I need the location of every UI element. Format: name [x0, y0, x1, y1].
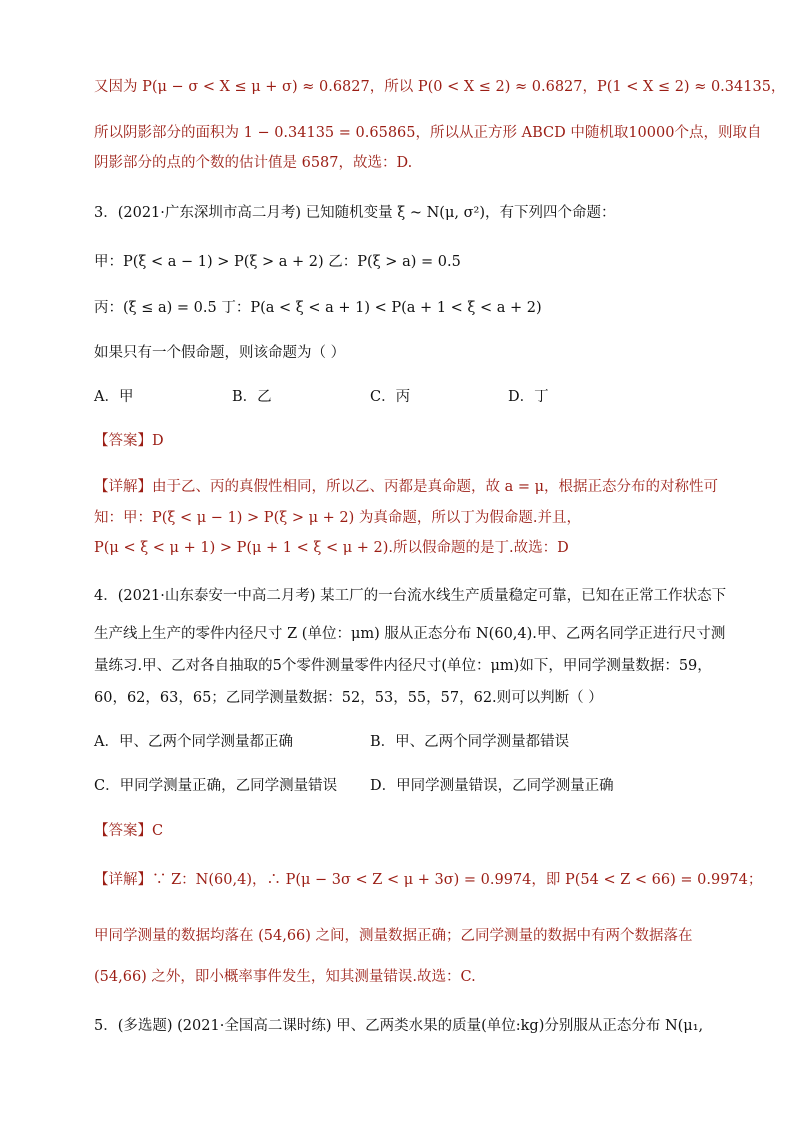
- question-4-stem: 量练习.甲、乙对各自抽取的5个零件测量零件内径尺寸(单位：μm)如下，甲同学测量数据：59，: [94, 658, 712, 674]
- explanation-line: (54,66) 之外，即小概率事件发生，知其测量错误.故选：C.: [94, 969, 476, 985]
- option-d: D．甲同学测量错误，乙同学测量正确: [370, 778, 614, 794]
- answer-label: 【答案】D: [94, 433, 164, 449]
- solution-line: 所以阴影部分的面积为 1 − 0.34135 = 0.65865，所以从正方形 ABCD 中随机取10000个点，则取自: [94, 125, 762, 141]
- option-b: B．乙: [232, 389, 272, 405]
- option-a: A．甲: [94, 389, 134, 405]
- option-d: D．丁: [508, 389, 549, 405]
- option-b: B．甲、乙两个同学测量都错误: [370, 734, 570, 750]
- explanation-line: 知：甲：P(ξ < μ − 1) > P(ξ > μ + 2) 为真命题，所以丁为假命题.并且，: [94, 510, 581, 526]
- explanation-line: 甲同学测量的数据均落在 (54,66) 之间，测量数据正确；乙同学测量的数据中有两个数据落在: [94, 928, 693, 944]
- solution-line: 又因为 P(μ − σ < X ≤ μ + σ) ≈ 0.6827，所以 P(0 < X ≤ 2) ≈ 0.6827，P(1 < X ≤ 2) ≈ 0.34135，: [94, 79, 786, 95]
- question-4-stem: 生产线上生产的零件内径尺寸 Z (单位：μm) 服从正态分布 N(60,4).甲、乙两名同学正进行尺寸测: [94, 626, 726, 642]
- solution-line: 阴影部分的点的个数的估计值是 6587，故选：D.: [94, 155, 413, 171]
- question-3-stem: 3．(2021·广东深圳市高二月考) 已知随机变量 ξ ~ N(μ, σ²)，有下列四个命题：: [94, 205, 616, 221]
- explanation-line: 【详解】∵ Z：N(60,4)，∴ P(μ − 3σ < Z < μ + 3σ) = 0.9974，即 P(54 < Z < 66) = 0.9974；: [94, 872, 763, 888]
- question-5-stem: 5．(多选题) (2021·全国高二课时练) 甲、乙两类水果的质量(单位:kg)分别服从正态分布 N(μ₁,: [94, 1018, 704, 1034]
- option-c: C．丙: [370, 389, 411, 405]
- question-3-statements: 丙：(ξ ≤ a) = 0.5 丁：P(a < ξ < a + 1) < P(a + 1 < ξ < a + 2): [94, 300, 542, 316]
- explanation-line: P(μ < ξ < μ + 1) > P(μ + 1 < ξ < μ + 2).所以假命题的是丁.故选：D: [94, 540, 569, 556]
- explanation-line: 【详解】由于乙、丙的真假性相同，所以乙、丙都是真命题，故 a = μ，根据正态分布的对称性可: [94, 479, 719, 495]
- option-c: C．甲同学测量正确，乙同学测量错误: [94, 778, 338, 794]
- question-3-prompt: 如果只有一个假命题，则该命题为（ ）: [94, 345, 346, 361]
- option-a: A．甲、乙两个同学测量都正确: [94, 734, 293, 750]
- answer-label: 【答案】C: [94, 823, 164, 839]
- question-4-stem: 60，62，63，65；乙同学测量数据：52，53，55，57，62.则可以判断（ ）: [94, 690, 603, 706]
- question-4-stem: 4．(2021·山东泰安一中高二月考) 某工厂的一台流水线生产质量稳定可靠，已知在正常工作状态下: [94, 588, 727, 604]
- question-3-statements: 甲：P(ξ < a − 1) > P(ξ > a + 2) 乙：P(ξ > a) = 0.5: [94, 254, 461, 270]
